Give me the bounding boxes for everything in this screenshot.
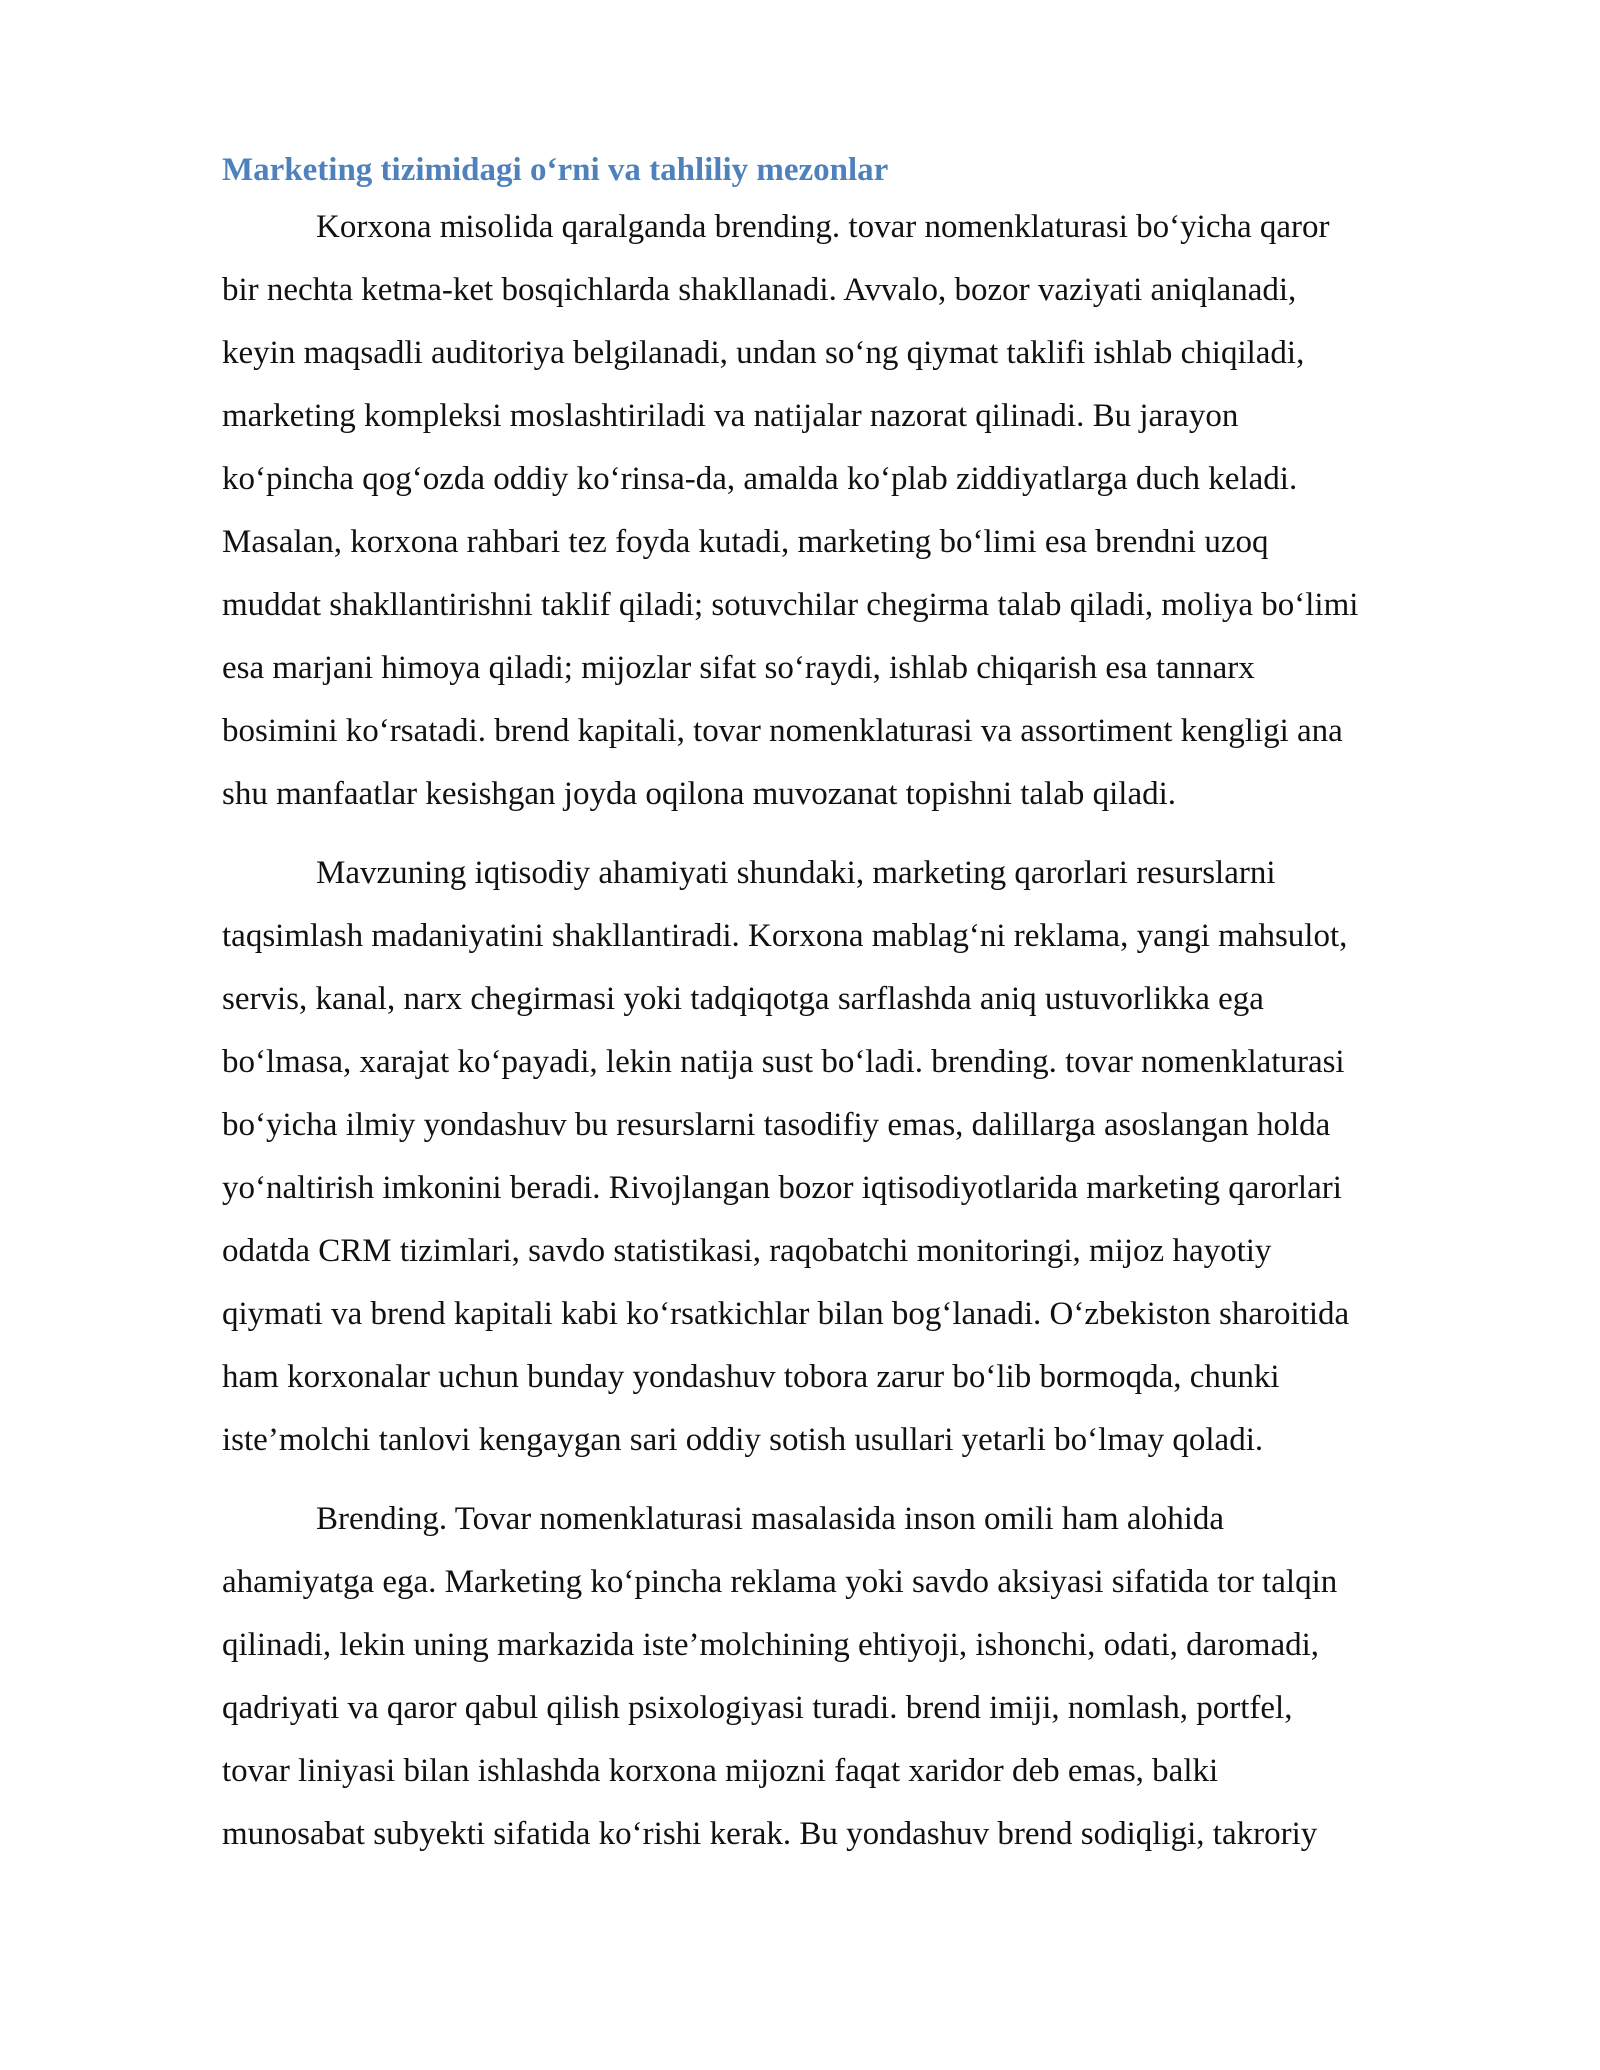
text-line: bosimini ko‘rsatadi. brend kapitali, tovar nomenklaturasi va assortiment kengligi ana: [222, 713, 1343, 749]
paragraph-1: [222, 196, 1482, 826]
text-line: bo‘lmasa, xarajat ko‘payadi, lekin natija sust bo‘ladi. brending. tovar nomenklaturasi: [222, 1044, 1345, 1080]
text-line: odatda CRM tizimlari, savdo statistikasi, raqobatchi monitoringi, mijoz hayotiy: [222, 1233, 1272, 1269]
text-line: bo‘yicha ilmiy yondashuv bu resurslarni tasodifiy emas, dalillarga asoslangan holda: [222, 1107, 1331, 1143]
text-line: qilinadi, lekin uning markazida iste’molchining ehtiyoji, ishonchi, odati, daromadi,: [222, 1627, 1320, 1663]
text-line: Korxona misolida qaralganda brending. tovar nomenklaturasi bo‘yicha qaror: [316, 209, 1330, 245]
document-body: [222, 148, 1482, 1882]
text-line: bir nechta ketma-ket bosqichlarda shakllanadi. Avvalo, bozor vaziyati aniqlanadi,: [222, 272, 1297, 308]
text-line: esa marjani himoya qiladi; mijozlar sifat so‘raydi, ishlab chiqarish esa tannarx: [222, 650, 1255, 686]
paragraph-3: [222, 1488, 1482, 1866]
section-heading: Marketing tizimidagi o‘rni va tahliliy mezonlar: [222, 152, 889, 188]
text-line: Masalan, korxona rahbari tez foyda kutadi, marketing bo‘limi esa brendni uzoq: [222, 524, 1269, 560]
text-line: ko‘pincha qog‘ozda oddiy ko‘rinsa-da, amalda ko‘plab ziddiyatlarga duch keladi.: [222, 461, 1298, 497]
text-line: Mavzuning iqtisodiy ahamiyati shundaki, marketing qarorlari resurslarni: [316, 855, 1276, 891]
text-line: qadriyati va qaror qabul qilish psixologiyasi turadi. brend imiji, nomlash, portfel,: [222, 1690, 1293, 1726]
text-line: shu manfaatlar kesishgan joyda oqilona muvozanat topishni talab qiladi.: [222, 776, 1177, 812]
text-line: ahamiyatga ega. Marketing ko‘pincha reklama yoki savdo aksiyasi sifatida tor talqin: [222, 1564, 1338, 1600]
text-line: keyin maqsadli auditoriya belgilanadi, undan so‘ng qiymat taklifi ishlab chiqiladi,: [222, 335, 1305, 371]
text-line: qiymati va brend kapitali kabi ko‘rsatkichlar bilan bog‘lanadi. O‘zbekiston sharoitida: [222, 1296, 1350, 1332]
text-line: tovar liniyasi bilan ishlashda korxona mijozni faqat xaridor deb emas, balki: [222, 1753, 1219, 1789]
text-line: marketing kompleksi moslashtiriladi va natijalar nazorat qilinadi. Bu jarayon: [222, 398, 1239, 434]
text-line: munosabat subyekti sifatida ko‘rishi kerak. Bu yondashuv brend sodiqligi, takroriy: [222, 1816, 1318, 1852]
text-line: servis, kanal, narx chegirmasi yoki tadqiqotga sarflashda aniq ustuvorlikka ega: [222, 981, 1264, 1017]
text-line: muddat shakllantirishni taklif qiladi; sotuvchilar chegirma talab qiladi, moliya bo‘limi: [222, 587, 1359, 623]
text-line: yo‘naltirish imkonini beradi. Rivojlangan bozor iqtisodiyotlarida marketing qarorlari: [222, 1170, 1342, 1206]
text-line: taqsimlash madaniyatini shakllantiradi. Korxona mablag‘ni reklama, yangi mahsulot,: [222, 918, 1348, 954]
text-line: iste’molchi tanlovi kengaygan sari oddiy sotish usullari yetarli bo‘lmay qoladi.: [222, 1422, 1264, 1458]
text-line: Brending. Tovar nomenklaturasi masalasida inson omili ham alohida: [316, 1501, 1225, 1537]
text-line: ham korxonalar uchun bunday yondashuv tobora zarur bo‘lib bormoqda, chunki: [222, 1359, 1280, 1395]
paragraph-2: [222, 842, 1482, 1472]
